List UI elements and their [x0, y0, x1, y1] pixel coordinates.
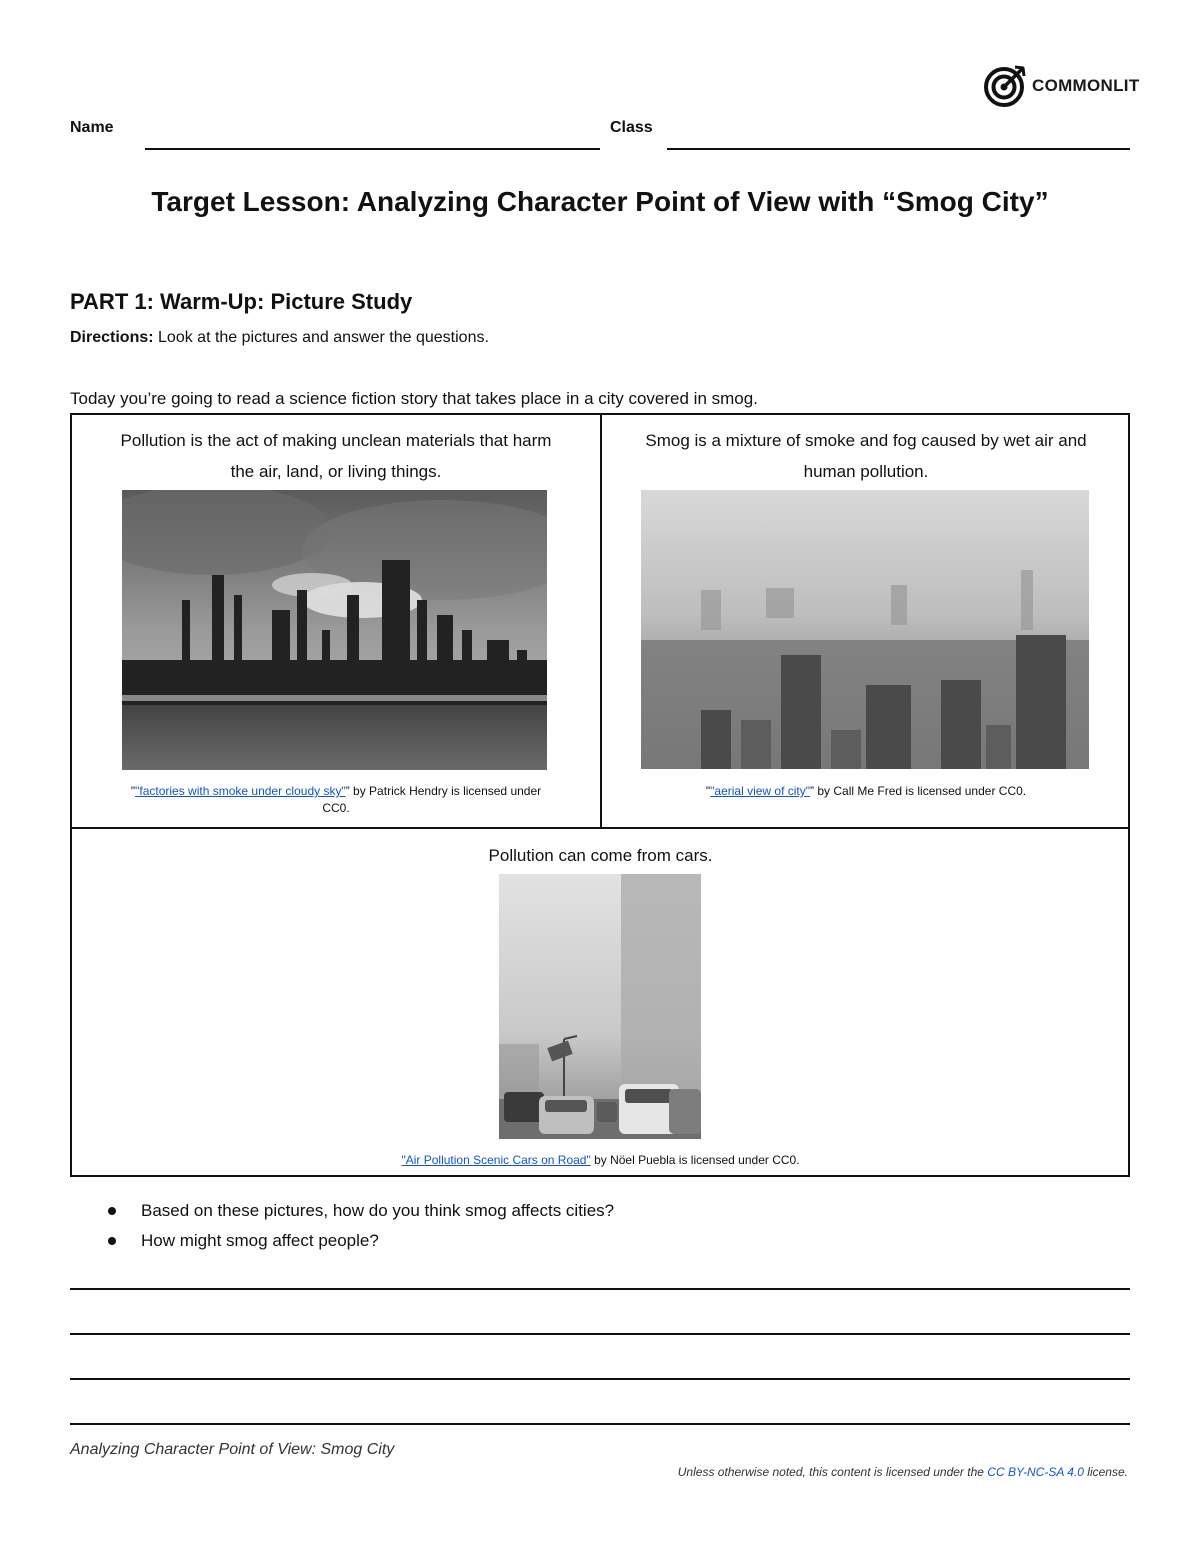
caption-line: the air, land, or living things.	[230, 462, 442, 481]
credit-quote: "	[130, 784, 136, 798]
part-heading: PART 1: Warm-Up: Picture Study	[70, 289, 413, 314]
answer-line[interactable]	[70, 1288, 1130, 1290]
license-link[interactable]: CC BY-NC-SA 4.0	[987, 1465, 1084, 1479]
question-text: Based on these pictures, how do you think smog affects cities?	[141, 1201, 615, 1220]
caption-line: human pollution.	[803, 462, 929, 481]
directions	[70, 329, 489, 347]
credit-rest: ” by Patrick Hendry is licensed under	[345, 784, 542, 798]
credit-factories	[72, 783, 600, 817]
commonlit-target-icon	[982, 62, 1030, 110]
license-suffix: license.	[1083, 1465, 1128, 1479]
question-item	[104, 1196, 614, 1226]
credit-aerial	[602, 783, 1130, 800]
credit-rest: ” by Call Me Fred is licensed under CC0.	[810, 784, 1027, 798]
class-field-line[interactable]	[667, 148, 1130, 150]
credit-link[interactable]: "aerial view of city"	[710, 784, 811, 798]
intro-text: Today you’re going to read a science fiction story that takes place in a city covered in smog.	[70, 389, 758, 408]
directions-label: Directions:	[70, 329, 154, 346]
question-text: How might smog affect people?	[141, 1231, 379, 1250]
question-item	[104, 1226, 614, 1256]
aerial-city-photo	[641, 490, 1089, 769]
cars-photo	[499, 874, 701, 1139]
question-list	[104, 1196, 614, 1256]
credit-link[interactable]: "factories with smoke under cloudy sky"	[135, 784, 346, 798]
name-label: Name	[70, 119, 114, 136]
answer-line[interactable]	[70, 1333, 1130, 1335]
factories-photo	[122, 490, 547, 770]
credit-quote: "	[705, 784, 711, 798]
table-divider-horizontal	[71, 827, 1130, 829]
page-title: Target Lesson: Analyzing Character Point of View with “Smog City”	[151, 186, 1049, 217]
class-label: Class	[610, 119, 653, 136]
directions-text: Look at the pictures and answer the questions.	[158, 329, 489, 346]
cell-caption-cars: Pollution can come from cars.	[488, 846, 713, 865]
credit-cars	[72, 1152, 1129, 1169]
footer-title: Analyzing Character Point of View: Smog City	[70, 1441, 395, 1458]
credit-line	[72, 783, 600, 800]
credit-line: CC0.	[322, 801, 350, 815]
bullet-icon	[108, 1237, 116, 1245]
cell-caption-pollution	[72, 425, 600, 487]
cell-caption-smog	[602, 425, 1130, 487]
answer-line[interactable]	[70, 1378, 1130, 1380]
name-field-line[interactable]	[145, 148, 600, 150]
bullet-icon	[108, 1207, 116, 1215]
credit-link[interactable]: "Air Pollution Scenic Cars on Road"	[401, 1153, 591, 1167]
caption-line: Smog is a mixture of smoke and fog caused by wet air and	[645, 431, 1087, 450]
license-prefix: Unless otherwise noted, this content is licensed under the	[677, 1465, 988, 1479]
brand-name: COMMONLIT	[1032, 76, 1140, 95]
footer-license	[678, 1465, 1128, 1479]
credit-rest: by Nöel Puebla is licensed under CC0.	[590, 1153, 800, 1167]
answer-line[interactable]	[70, 1423, 1130, 1425]
caption-line: Pollution is the act of making unclean materials that harm	[120, 431, 552, 450]
